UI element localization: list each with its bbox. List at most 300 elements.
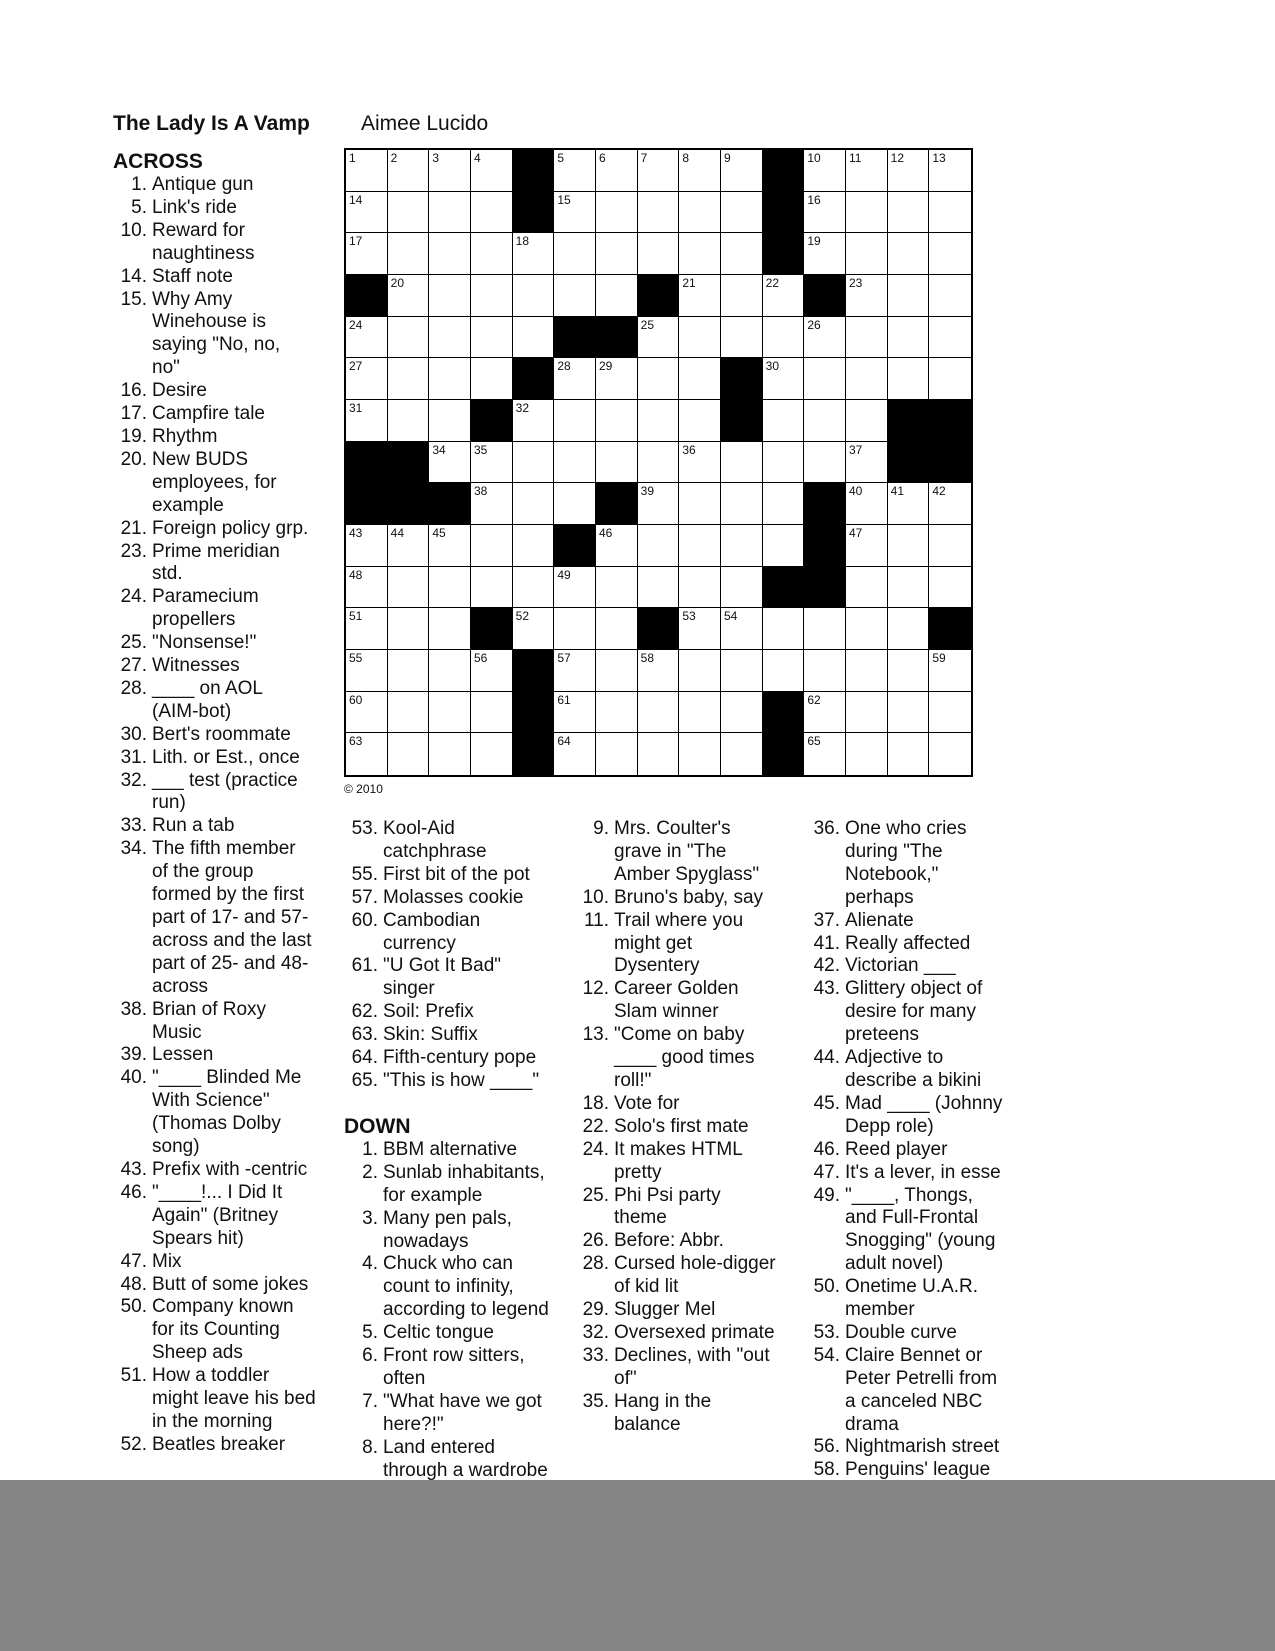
clue-number: 18. — [582, 1092, 609, 1114]
black-square — [596, 483, 638, 525]
clue-number: 58. — [813, 1459, 840, 1480]
clue-text: Celtic tongue — [383, 1322, 494, 1344]
grid-cell[interactable] — [846, 483, 888, 525]
clue-number: 40. — [120, 1067, 147, 1089]
across-heading: ACROSS — [113, 150, 203, 173]
grid-cell[interactable] — [471, 317, 513, 359]
grid-cell[interactable] — [763, 650, 805, 692]
grid-cell[interactable] — [804, 358, 846, 400]
grid-cell[interactable] — [596, 192, 638, 234]
clue-number: 42. — [813, 955, 840, 977]
clue-number: 34. — [120, 838, 147, 860]
grid-cell[interactable] — [638, 358, 680, 400]
grid-cell[interactable] — [554, 275, 596, 317]
clue-number: 26. — [582, 1230, 609, 1252]
clue-text: Brian of Roxy Music — [152, 998, 267, 1043]
grid-cell[interactable] — [679, 233, 721, 275]
clue-text: Why Amy Winehouse is saying "No, no, no" — [152, 288, 281, 379]
grid-cell[interactable] — [846, 525, 888, 567]
clue-number: 25. — [582, 1184, 609, 1206]
clue-text: Claire Bennet or Peter Petrelli from a canceled NBC drama — [845, 1344, 998, 1435]
clue-number: 11. — [583, 909, 609, 931]
grid-cell[interactable] — [429, 608, 471, 650]
grid-cell[interactable] — [888, 525, 930, 567]
grid-cell[interactable] — [679, 608, 721, 650]
grid-cell[interactable] — [388, 400, 430, 442]
cell-number: 41 — [890, 484, 905, 499]
clue-text: Bert's roommate — [152, 723, 291, 745]
grid-cell[interactable] — [346, 650, 388, 692]
clue-number: 33. — [120, 815, 147, 837]
grid-cell[interactable] — [554, 192, 596, 234]
grid-cell[interactable] — [888, 192, 930, 234]
grid-cell[interactable] — [346, 233, 388, 275]
grid-cell[interactable] — [888, 233, 930, 275]
grid-cell[interactable] — [513, 483, 555, 525]
grid-cell[interactable] — [721, 150, 763, 192]
grid-cell[interactable] — [679, 275, 721, 317]
grid-cell[interactable] — [429, 233, 471, 275]
grid-cell[interactable] — [429, 650, 471, 692]
grid-cell[interactable] — [554, 233, 596, 275]
grid-cell[interactable] — [888, 483, 930, 525]
grid-cell[interactable] — [471, 358, 513, 400]
clue-number: 47. — [120, 1250, 147, 1272]
clue-text: Rhythm — [152, 425, 218, 447]
grid-cell[interactable] — [721, 650, 763, 692]
clue-list-down — [344, 1139, 574, 1480]
grid-cell[interactable] — [471, 733, 513, 775]
grid-cell[interactable] — [471, 567, 513, 609]
grid-cell[interactable] — [346, 733, 388, 775]
clue-number: 10. — [120, 219, 147, 241]
clue-number: 46. — [120, 1181, 147, 1203]
grid-cell[interactable] — [929, 483, 971, 525]
grid-cell[interactable] — [929, 150, 971, 192]
grid-cell[interactable] — [763, 483, 805, 525]
clue-text: Staff note — [152, 265, 233, 287]
grid-cell[interactable] — [429, 400, 471, 442]
cell-number: 55 — [349, 651, 363, 665]
grid-cell[interactable] — [388, 275, 430, 317]
grid-cell[interactable] — [763, 525, 805, 567]
grid-cell[interactable] — [929, 567, 971, 609]
grid-cell[interactable] — [804, 150, 846, 192]
clue-item — [806, 1139, 1036, 1162]
grid-cell[interactable] — [846, 442, 888, 484]
clue-item — [806, 955, 1036, 978]
grid-cell[interactable] — [388, 233, 430, 275]
grid-cell[interactable] — [596, 442, 638, 484]
grid-cell[interactable] — [804, 442, 846, 484]
grid-cell[interactable] — [388, 692, 430, 734]
cell-number: 19 — [807, 234, 821, 249]
grid-cell[interactable] — [846, 567, 888, 609]
clue-text: Witnesses — [152, 655, 240, 677]
cell-number: 12 — [890, 151, 905, 165]
clue-item — [575, 910, 805, 979]
grid-cell[interactable] — [471, 233, 513, 275]
clue-item — [113, 724, 338, 747]
grid-cell[interactable] — [721, 275, 763, 317]
grid-cell[interactable] — [846, 358, 888, 400]
clue-number: 49. — [813, 1184, 840, 1206]
clue-number: 39. — [120, 1044, 147, 1066]
grid-cell[interactable] — [888, 692, 930, 734]
clue-item — [344, 1070, 574, 1093]
clue-item — [113, 541, 338, 587]
grid-cell[interactable] — [513, 317, 555, 359]
clue-item — [344, 1162, 574, 1208]
grid-cell[interactable] — [596, 233, 638, 275]
clue-item — [113, 655, 338, 678]
grid-cell[interactable] — [596, 567, 638, 609]
clue-number: 33. — [582, 1344, 609, 1366]
grid-cell[interactable] — [638, 150, 680, 192]
clue-item — [806, 933, 1036, 956]
grid-cell[interactable] — [429, 692, 471, 734]
black-square — [513, 192, 555, 234]
grid-cell[interactable] — [429, 275, 471, 317]
grid-cell[interactable] — [804, 192, 846, 234]
grid-cell[interactable] — [721, 608, 763, 650]
grid-cell[interactable] — [679, 525, 721, 567]
grid-cell[interactable] — [554, 733, 596, 775]
clue-item — [113, 1159, 338, 1182]
grid-cell[interactable] — [721, 733, 763, 775]
grid-cell[interactable] — [388, 608, 430, 650]
clue-item — [113, 220, 338, 266]
grid-cell[interactable] — [638, 317, 680, 359]
grid-cell[interactable] — [679, 442, 721, 484]
grid-cell[interactable] — [888, 358, 930, 400]
grid-cell[interactable] — [471, 275, 513, 317]
puzzle-author: Aimee Lucido — [361, 112, 489, 135]
clue-item — [806, 1436, 1036, 1459]
grid-cell[interactable] — [846, 192, 888, 234]
grid-cell[interactable] — [638, 400, 680, 442]
grid-cell[interactable] — [596, 608, 638, 650]
grid-cell[interactable] — [638, 483, 680, 525]
grid-cell[interactable] — [888, 733, 930, 775]
clue-number: 1. — [131, 174, 147, 195]
grid-cell[interactable] — [721, 692, 763, 734]
grid-cell[interactable] — [513, 400, 555, 442]
grid-cell[interactable] — [679, 692, 721, 734]
grid-cell[interactable] — [596, 733, 638, 775]
grid-cell[interactable] — [721, 192, 763, 234]
clue-number: 30. — [120, 723, 147, 745]
clue-item — [113, 1251, 338, 1274]
grid-cell[interactable] — [721, 317, 763, 359]
grid-cell[interactable] — [929, 275, 971, 317]
grid-cell[interactable] — [388, 567, 430, 609]
grid-cell[interactable] — [429, 733, 471, 775]
clue-number: 23. — [120, 540, 147, 562]
clue-number: 5. — [131, 196, 147, 218]
grid-cell[interactable] — [679, 483, 721, 525]
grid-cell[interactable] — [721, 483, 763, 525]
grid-cell[interactable] — [638, 192, 680, 234]
grid-cell[interactable] — [471, 650, 513, 692]
clue-number: 48. — [120, 1273, 147, 1295]
clue-number: 62. — [351, 1001, 378, 1023]
grid-cell[interactable] — [929, 650, 971, 692]
grid-cell[interactable] — [346, 192, 388, 234]
black-square — [763, 233, 805, 275]
clue-item — [344, 1391, 574, 1437]
grid-cell[interactable] — [763, 358, 805, 400]
grid-cell[interactable] — [846, 733, 888, 775]
grid-cell[interactable] — [721, 233, 763, 275]
grid-cell[interactable] — [388, 317, 430, 359]
grid-cell[interactable] — [638, 692, 680, 734]
grid-cell[interactable] — [679, 400, 721, 442]
clue-number: 1. — [362, 1138, 378, 1160]
grid-cell[interactable] — [804, 233, 846, 275]
clue-text: Sunlab inhabitants, for example — [383, 1161, 545, 1206]
grid-cell[interactable] — [929, 317, 971, 359]
grid-cell[interactable] — [679, 567, 721, 609]
cell-number: 48 — [349, 567, 363, 582]
grid-cell[interactable] — [888, 567, 930, 609]
grid-cell[interactable] — [513, 442, 555, 484]
grid-cell[interactable] — [846, 317, 888, 359]
grid-cell[interactable] — [471, 192, 513, 234]
grid-cell[interactable] — [929, 733, 971, 775]
grid-cell[interactable] — [638, 233, 680, 275]
grid-cell[interactable] — [846, 275, 888, 317]
grid-cell[interactable] — [596, 275, 638, 317]
grid-cell[interactable] — [888, 275, 930, 317]
grid-cell[interactable] — [846, 150, 888, 192]
grid-cell[interactable] — [346, 608, 388, 650]
clue-text: ____ on AOL (AIM-bot) — [152, 677, 263, 722]
clue-number: 17. — [120, 403, 147, 425]
grid-cell[interactable] — [554, 608, 596, 650]
cell-number: 24 — [349, 317, 363, 332]
grid-cell[interactable] — [804, 733, 846, 775]
grid-cell[interactable] — [346, 317, 388, 359]
clue-item — [806, 910, 1036, 933]
grid-cell[interactable] — [929, 233, 971, 275]
grid-cell[interactable] — [554, 442, 596, 484]
clue-text: Beatles breaker — [152, 1433, 286, 1455]
cell-number: 58 — [640, 651, 655, 665]
grid-cell[interactable] — [346, 358, 388, 400]
cell-number: 6 — [599, 151, 606, 165]
grid-cell[interactable] — [471, 442, 513, 484]
grid-cell[interactable] — [804, 608, 846, 650]
cell-number: 9 — [724, 151, 731, 165]
black-square — [346, 275, 388, 317]
grid-cell[interactable] — [388, 650, 430, 692]
clue-text: ___ test (practice run) — [152, 769, 298, 814]
grid-cell[interactable] — [596, 150, 638, 192]
grid-cell[interactable] — [513, 525, 555, 567]
clue-text: Oversexed primate — [614, 1321, 775, 1343]
grid-cell[interactable] — [679, 650, 721, 692]
grid-cell[interactable] — [554, 358, 596, 400]
clue-text: Lessen — [152, 1044, 214, 1066]
grid-cell[interactable] — [388, 525, 430, 567]
clue-item — [113, 266, 338, 289]
down-heading: DOWN — [344, 1114, 411, 1138]
grid-cell[interactable] — [888, 608, 930, 650]
clue-item — [806, 978, 1036, 1047]
clue-item — [113, 1296, 338, 1365]
grid-cell[interactable] — [763, 317, 805, 359]
grid-cell[interactable] — [721, 442, 763, 484]
grid-cell[interactable] — [554, 567, 596, 609]
grid-cell[interactable] — [388, 150, 430, 192]
grid-cell[interactable] — [388, 733, 430, 775]
grid-cell[interactable] — [929, 692, 971, 734]
grid-cell[interactable] — [679, 733, 721, 775]
puzzle-title: The Lady Is A Vamp — [113, 112, 310, 135]
clue-number: 9. — [593, 818, 609, 839]
clue-number: 20. — [120, 448, 147, 470]
clue-text: Phi Psi party theme — [614, 1184, 721, 1229]
grid-cell[interactable] — [471, 692, 513, 734]
cell-number: 14 — [349, 192, 363, 207]
grid-cell[interactable] — [429, 358, 471, 400]
clue-item — [113, 426, 338, 449]
clue-text: Foreign policy grp. — [152, 517, 309, 539]
grid-cell[interactable] — [513, 608, 555, 650]
grid-cell[interactable] — [554, 150, 596, 192]
grid-cell[interactable] — [846, 650, 888, 692]
clue-item — [113, 380, 338, 403]
grid-cell[interactable] — [679, 358, 721, 400]
grid-cell[interactable] — [763, 400, 805, 442]
grid-cell[interactable] — [846, 608, 888, 650]
black-square — [471, 608, 513, 650]
grid-cell[interactable] — [554, 692, 596, 734]
clue-number: 21. — [120, 517, 147, 539]
grid-cell[interactable] — [804, 650, 846, 692]
grid-cell[interactable] — [388, 192, 430, 234]
grid-cell[interactable] — [763, 442, 805, 484]
grid-cell[interactable] — [429, 192, 471, 234]
cell-number: 23 — [849, 276, 863, 290]
clue-item — [344, 864, 574, 887]
cell-number: 10 — [807, 151, 821, 165]
grid-cell[interactable] — [638, 567, 680, 609]
grid-cell[interactable] — [929, 192, 971, 234]
grid-cell[interactable] — [554, 483, 596, 525]
grid-cell[interactable] — [346, 400, 388, 442]
grid-cell[interactable] — [804, 400, 846, 442]
grid-cell[interactable] — [638, 525, 680, 567]
grid-cell[interactable] — [429, 317, 471, 359]
clue-text: "This is how ____" — [383, 1069, 540, 1091]
clue-number: 4. — [362, 1253, 378, 1275]
clue-item — [575, 1322, 805, 1345]
grid-cell[interactable] — [471, 150, 513, 192]
clue-number: 32. — [582, 1321, 609, 1343]
clue-number: 10. — [582, 886, 609, 908]
cell-number: 18 — [515, 234, 530, 249]
clue-text: First bit of the pot — [383, 863, 530, 885]
grid-cell[interactable] — [471, 483, 513, 525]
grid-cell[interactable] — [346, 567, 388, 609]
clue-item — [575, 887, 805, 910]
grid-cell[interactable] — [346, 692, 388, 734]
grid-cell[interactable] — [471, 525, 513, 567]
grid-cell[interactable] — [513, 233, 555, 275]
grid-cell[interactable] — [638, 442, 680, 484]
grid-cell[interactable] — [721, 525, 763, 567]
grid-cell[interactable] — [888, 317, 930, 359]
black-square — [888, 442, 930, 484]
clue-number: 43. — [120, 1158, 147, 1180]
grid-cell[interactable] — [429, 442, 471, 484]
grid-cell[interactable] — [554, 400, 596, 442]
grid-cell[interactable] — [429, 525, 471, 567]
grid-cell[interactable] — [513, 567, 555, 609]
grid-cell[interactable] — [888, 150, 930, 192]
cell-number: 7 — [640, 151, 648, 165]
grid-cell[interactable] — [346, 525, 388, 567]
cell-number: 16 — [807, 192, 821, 207]
black-square — [763, 150, 805, 192]
clue-text: The fifth member of the group formed by the first part of 17- and 57- across and the last part of 25- and 48- across — [152, 838, 312, 997]
clue-text: Cursed hole-digger of kid lit — [614, 1253, 776, 1298]
grid-cell[interactable] — [596, 692, 638, 734]
grid-cell[interactable] — [346, 150, 388, 192]
clue-item — [575, 978, 805, 1024]
clue-item — [344, 1322, 574, 1345]
grid-cell[interactable] — [596, 650, 638, 692]
grid-cell[interactable] — [888, 650, 930, 692]
grid-cell[interactable] — [846, 692, 888, 734]
grid-cell[interactable] — [679, 192, 721, 234]
clue-item — [806, 1345, 1036, 1437]
clue-item — [113, 747, 338, 770]
grid-cell[interactable] — [513, 275, 555, 317]
grid-cell[interactable] — [929, 525, 971, 567]
grid-cell[interactable] — [429, 150, 471, 192]
grid-cell[interactable] — [554, 650, 596, 692]
grid-cell[interactable] — [929, 358, 971, 400]
clue-number: 6. — [362, 1345, 378, 1367]
grid-cell[interactable] — [804, 317, 846, 359]
cell-number: 52 — [515, 609, 530, 624]
clue-number: 28. — [582, 1253, 609, 1275]
grid-cell[interactable] — [679, 150, 721, 192]
grid-cell[interactable] — [846, 400, 888, 442]
grid-cell[interactable] — [638, 650, 680, 692]
cell-number: 39 — [640, 484, 655, 499]
grid-cell[interactable] — [388, 358, 430, 400]
grid-cell[interactable] — [721, 567, 763, 609]
grid-cell[interactable] — [846, 233, 888, 275]
black-square — [804, 275, 846, 317]
grid-cell[interactable] — [763, 275, 805, 317]
grid-cell[interactable] — [804, 692, 846, 734]
grid-cell[interactable] — [679, 317, 721, 359]
grid-cell[interactable] — [429, 567, 471, 609]
grid-cell[interactable] — [596, 400, 638, 442]
clue-text: Run a tab — [152, 815, 235, 837]
clue-item — [113, 999, 338, 1045]
grid-cell[interactable] — [638, 733, 680, 775]
grid-cell[interactable] — [596, 525, 638, 567]
grid-cell[interactable] — [763, 608, 805, 650]
grid-cell[interactable] — [596, 358, 638, 400]
black-square — [763, 733, 805, 775]
